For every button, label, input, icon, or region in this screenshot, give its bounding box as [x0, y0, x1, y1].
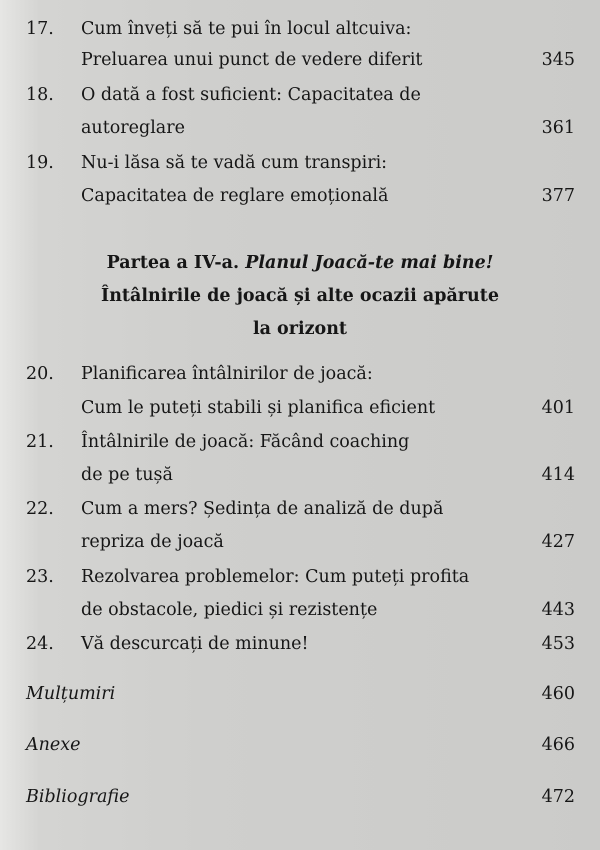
chapter-title-line: Rezolvarea problemelor: Cum puteți profita [81, 567, 470, 587]
chapter-title-line: repriza de joacă [81, 532, 224, 552]
part-heading-line-2: Întâlnirile de joacă și alte ocazii apărute [101, 286, 499, 306]
toc-entry-17 [0, 12, 600, 46]
back-matter-title: Bibliografie [26, 787, 130, 807]
chapter-title-line: Cum a mers? Ședința de analiză de după [81, 499, 444, 519]
toc-entry-18 [0, 78, 600, 112]
chapter-number: 19. [26, 153, 54, 173]
toc-entry-bibliografie [0, 780, 600, 814]
toc-entry-21-cont [0, 458, 600, 492]
chapter-title-line: Preluarea unui punct de vedere diferit [81, 50, 423, 70]
chapter-title-line: autoreglare [81, 118, 185, 138]
chapter-title-line: O dată a fost suficient: Capacitatea de [81, 85, 421, 105]
page-number: 361 [541, 118, 575, 138]
part-label: Partea a IV-a. [106, 253, 240, 273]
chapter-number: 22. [26, 499, 54, 519]
chapter-number: 23. [26, 567, 54, 587]
page-number: 427 [541, 532, 575, 552]
toc-entry-18-cont [0, 111, 600, 145]
toc-entry-21 [0, 425, 600, 459]
chapter-title-line: de obstacole, piedici și rezistențe [81, 600, 378, 620]
back-matter-title: Anexe [26, 735, 81, 755]
toc-entry-23 [0, 560, 600, 594]
part-title-italic: Planul Joacă-te mai bine! [245, 253, 494, 273]
page-number: 377 [541, 186, 575, 206]
toc-entry-17-cont [0, 43, 600, 77]
chapter-title-line: Planificarea întâlnirilor de joacă: [81, 364, 373, 384]
chapter-number: 21. [26, 432, 54, 452]
chapter-number: 24. [26, 634, 54, 654]
toc-entry-anexe [0, 728, 600, 762]
toc-entry-19-cont [0, 179, 600, 213]
chapter-title-line: Capacitatea de reglare emoțională [81, 186, 389, 206]
page-number: 460 [541, 684, 575, 704]
chapter-title-line: Cum le puteți stabili și planifica eficient [81, 398, 436, 418]
chapter-title-line: Întâlnirile de joacă: Făcând coaching [81, 432, 410, 452]
part-heading [0, 246, 600, 280]
toc-entry-20-cont [0, 391, 600, 425]
chapter-number: 20. [26, 364, 54, 384]
chapter-title-line: Vă descurcați de minune! [81, 634, 309, 654]
toc-entry-23-cont [0, 593, 600, 627]
page-number: 472 [541, 787, 575, 807]
toc-entry-22 [0, 492, 600, 526]
chapter-title-line: Cum înveți să te pui în locul altcuiva: [81, 19, 412, 39]
chapter-title-line: de pe tușă [81, 465, 173, 485]
back-matter-title: Mulțumiri [26, 684, 116, 704]
page-number: 466 [541, 735, 575, 755]
toc-entry-19 [0, 146, 600, 180]
chapter-number: 17. [26, 19, 54, 39]
toc-entry-24 [0, 627, 600, 661]
page-number: 443 [541, 600, 575, 620]
part-heading-line-3: la orizont [252, 319, 348, 339]
toc-entry-20 [0, 357, 600, 391]
page-number: 453 [541, 634, 575, 654]
page-number: 414 [541, 465, 575, 485]
page-number: 401 [541, 398, 575, 418]
toc-entry-multumiri [0, 677, 600, 711]
chapter-title-line: Nu-i lăsa să te vadă cum transpiri: [81, 153, 388, 173]
chapter-number: 18. [26, 85, 54, 105]
toc-entry-22-cont [0, 525, 600, 559]
page-number: 345 [541, 50, 575, 70]
